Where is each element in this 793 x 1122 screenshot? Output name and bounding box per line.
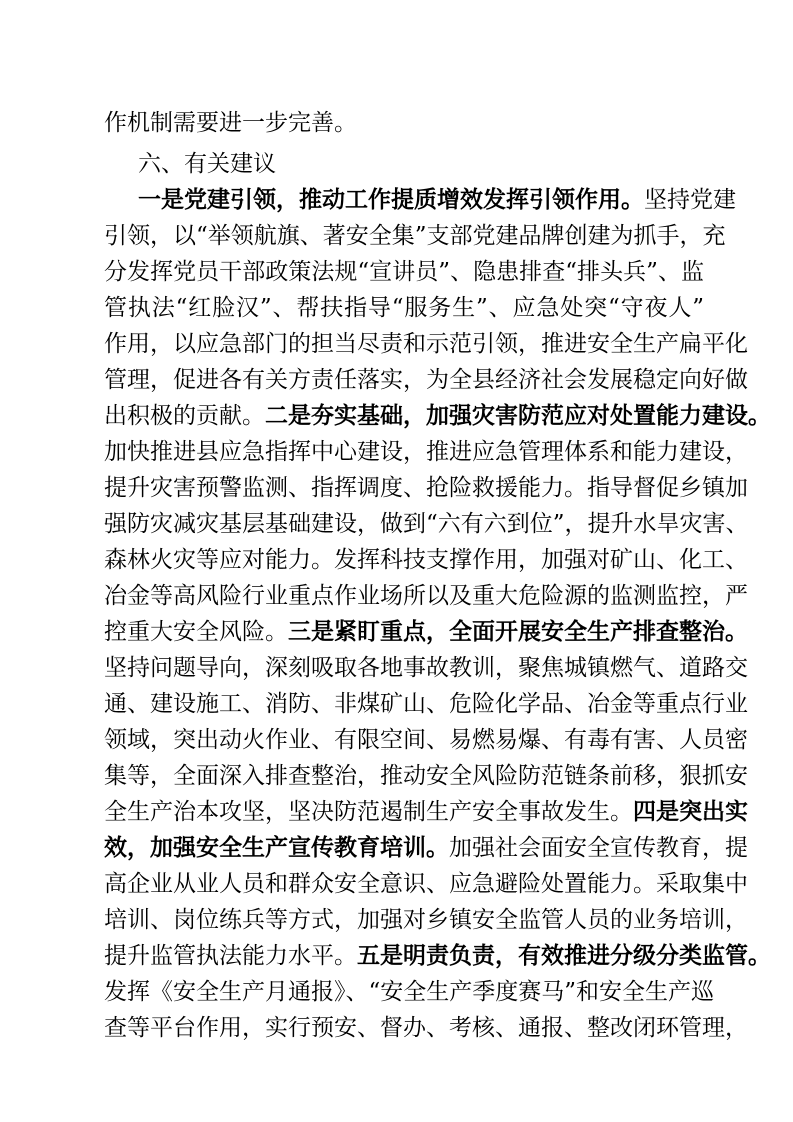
text-line <box>104 402 771 430</box>
text-line <box>104 762 748 790</box>
body-text: 集等，全面深入排查整治，推动安全风险防范链条前移，狠抓安 <box>104 763 748 789</box>
bold-heading-text: 三是紧盯重点，全面开展安全生产排查整治。 <box>288 618 748 645</box>
body-text: 控重大安全风险。 <box>104 619 288 645</box>
body-text: 加强社会面安全宣传教育，提 <box>449 835 748 861</box>
body-text: 作用，以应急部门的担当尽责和示范引领，推进安全生产扁平化 <box>104 331 748 357</box>
text-line <box>104 798 748 826</box>
body-text: 加快推进县应急指挥中心建设，推进应急管理体系和能力建设， <box>104 439 748 465</box>
body-text: 引领，以“举领航旗、著安全集”支部党建品牌创建为抓手，充 <box>104 223 726 249</box>
body-text: 六、有关建议 <box>138 151 276 177</box>
body-text: 提升监管执法能力水平。 <box>104 943 357 969</box>
text-line <box>104 726 748 754</box>
body-text: 森林火灾等应对能力。发挥科技支撑作用，加强对矿山、化工、 <box>104 547 748 573</box>
body-text: 培训、岗位练兵等方式，加强对乡镇安全监管人员的业务培训， <box>104 907 748 933</box>
text-line <box>104 294 704 322</box>
bold-heading-text: 效，加强安全生产宣传教育培训。 <box>104 834 449 861</box>
text-line <box>104 582 748 610</box>
text-line <box>104 978 715 1006</box>
body-text: 发挥《安全生产月通报》、“安全生产季度赛马”和安全生产巡 <box>104 979 715 1005</box>
text-line <box>104 330 748 358</box>
body-text: 领域，突出动火作业、有限空间、易燃易爆、有毒有害、人员密 <box>104 727 748 753</box>
body-text: 强防灾减灾基层基础建设，做到“六有六到位”，提升水旱灾害、 <box>104 511 749 537</box>
text-line <box>104 366 748 394</box>
bold-heading-text: 二是夯实基础，加强灾害防范应对处置能力建设。 <box>265 402 771 429</box>
body-text: 坚持党建 <box>644 187 736 213</box>
body-text: 高企业从业人员和群众安全意识、应急避险处置能力。采取集中 <box>104 871 748 897</box>
text-line <box>104 834 748 862</box>
text-line <box>104 546 748 574</box>
text-line <box>104 618 748 646</box>
text-line <box>104 109 704 137</box>
bold-heading-text: 五是明责负责，有效推进分级分类监管。 <box>357 942 771 969</box>
body-text: 作机制需要进一步完善。 <box>104 110 357 136</box>
text-line <box>104 510 749 538</box>
body-text: 分发挥党员干部政策法规“宣讲员”、隐患排查“排头兵”、监 <box>104 259 704 285</box>
text-line <box>104 474 748 502</box>
bold-heading-text: 四是突出实 <box>633 798 748 825</box>
body-text: 查等平台作用，实行预安、督办、考核、通报、整改闭环管理， <box>104 1015 748 1041</box>
bold-heading-text: 一是党建引领，推动工作提质增效发挥引领作用。 <box>138 186 644 213</box>
text-line <box>104 906 748 934</box>
text-line <box>104 870 748 898</box>
text-line <box>104 690 748 718</box>
text-line <box>104 258 704 286</box>
text-line <box>104 1014 748 1042</box>
body-text: 出积极的贡献。 <box>104 403 265 429</box>
text-line <box>104 222 726 250</box>
text-line <box>138 186 736 214</box>
body-text: 全生产治本攻坚，坚决防范遏制生产安全事故发生。 <box>104 799 633 825</box>
body-text: 冶金等高风险行业重点作业场所以及重大危险源的监测监控，严 <box>104 583 748 609</box>
text-line <box>104 438 748 466</box>
body-text: 管理，促进各有关方责任落实，为全县经济社会发展稳定向好做 <box>104 367 748 393</box>
text-line <box>104 654 748 682</box>
body-text: 提升灾害预警监测、指挥调度、抢险救援能力。指导督促乡镇加 <box>104 475 748 501</box>
text-line <box>104 942 771 970</box>
text-line <box>138 150 704 178</box>
body-text: 坚持问题导向，深刻吸取各地事故教训，聚焦城镇燃气、道路交 <box>104 655 748 681</box>
body-text: 管执法“红脸汉”、帮扶指导“服务生”、应急处突“守夜人” <box>104 295 704 321</box>
body-text: 通、建设施工、消防、非煤矿山、危险化学品、冶金等重点行业 <box>104 691 748 717</box>
